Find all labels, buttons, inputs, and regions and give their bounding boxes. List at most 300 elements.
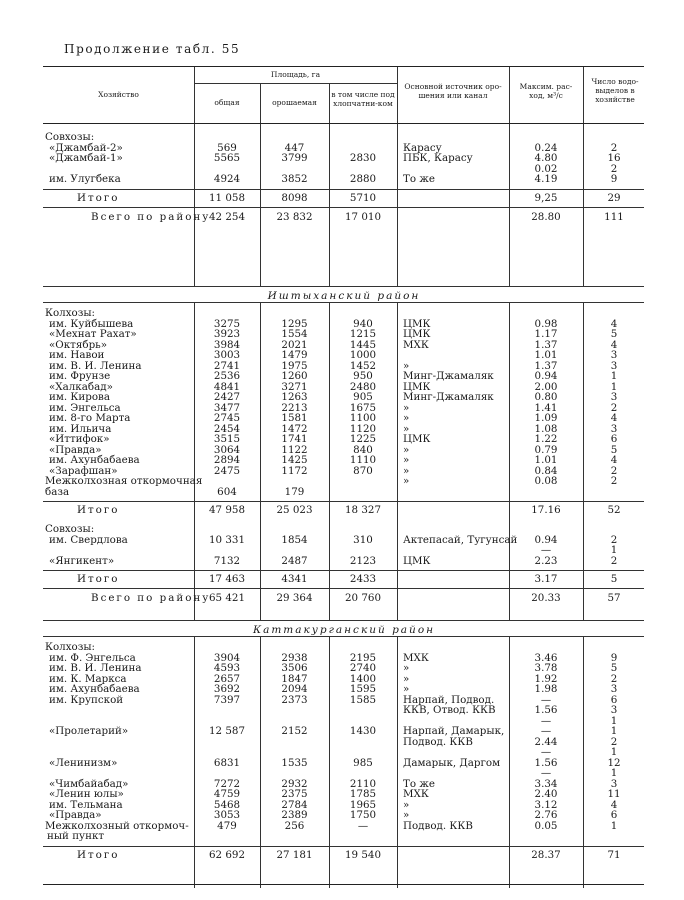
cell-source: ЦМК	[403, 380, 431, 393]
table-row	[43, 737, 644, 748]
cell-irrigated: 25 023	[276, 504, 313, 516]
cell-discharge: 1.92	[534, 672, 558, 685]
cell-name: Итого	[77, 573, 120, 585]
cell-discharge: —	[540, 767, 552, 779]
cell-total: 7272	[213, 777, 241, 790]
cell-source: ЦМК	[403, 317, 431, 330]
cell-cotton: —	[357, 819, 369, 832]
cell-cotton: 2123	[349, 554, 377, 567]
cell-outlets: 12	[607, 756, 621, 769]
cell-cotton: 950	[353, 370, 373, 382]
table-row	[43, 535, 644, 546]
cell-total: 3053	[213, 809, 241, 821]
cell-discharge: —	[540, 746, 552, 758]
table-row	[43, 758, 644, 769]
cell-name: им. Навои	[49, 349, 105, 361]
cell-outlets: 11	[607, 788, 621, 800]
cell-irrigated: 1479	[281, 349, 308, 361]
cell-total: 2745	[213, 412, 241, 424]
cell-discharge: 1.01	[534, 349, 558, 361]
cell-name: «Ленин юлы»	[49, 788, 124, 800]
header-total: общая	[214, 98, 240, 107]
cell-name: Колхозы:	[45, 641, 95, 653]
cell-discharge: 0.94	[534, 370, 558, 382]
cell-discharge: 0.84	[534, 464, 558, 477]
cell-source: »	[403, 683, 410, 695]
cell-outlets: 2	[610, 554, 618, 567]
cell-outlets: 2	[610, 464, 618, 477]
cell-discharge: 3.46	[534, 651, 558, 664]
header-area: Площадь, га	[270, 70, 321, 79]
cell-discharge: 20.33	[531, 592, 561, 604]
cell-irrigated: 1741	[281, 433, 308, 445]
cell-irrigated: 2152	[281, 725, 308, 737]
cell-outlets: 9	[610, 651, 618, 664]
cell-discharge: 2.76	[534, 809, 558, 821]
cell-cotton: 1100	[349, 412, 377, 424]
cell-outlets: 6	[610, 433, 618, 445]
cell-outlets: 3	[610, 349, 618, 361]
cell-source: То же	[403, 777, 435, 790]
cell-name: «Ленинизм»	[49, 756, 118, 769]
cell-discharge: 1.01	[534, 454, 558, 466]
cell-name: им. В. И. Ленина	[49, 662, 142, 674]
cell-cotton: 310	[353, 533, 373, 546]
cell-outlets: 1	[610, 714, 618, 727]
cell-discharge: 1.17	[534, 328, 558, 340]
cell-outlets: 5	[610, 662, 618, 674]
cell-outlets: 4	[610, 412, 618, 424]
cell-discharge: 0.80	[534, 391, 558, 403]
cell-cotton: 20 760	[344, 592, 382, 604]
cell-outlets: 4	[610, 317, 618, 330]
cell-discharge: 0.02	[534, 162, 558, 175]
cell-irrigated: 1854	[281, 533, 308, 546]
cell-total: 62 692	[208, 848, 246, 861]
cell-cotton: 840	[353, 443, 373, 456]
cell-total: 3477	[213, 401, 241, 414]
cell-irrigated: 1581	[281, 412, 308, 424]
cell-cotton: 2433	[349, 573, 377, 585]
cell-irrigated: 1975	[281, 359, 308, 372]
cell-cotton: 1430	[349, 725, 377, 737]
cell-irrigated: 2932	[281, 777, 308, 790]
cell-source: Нарпай, Подвод.	[403, 693, 495, 706]
cell-discharge: —	[540, 714, 552, 727]
cell-total: 2741	[213, 359, 241, 372]
cell-discharge: 2.23	[534, 554, 558, 567]
header-cotton: в том числе под хлопчатни-ком	[331, 90, 395, 108]
cell-total: 2657	[213, 672, 241, 685]
district-heading: Иштыханский район	[267, 290, 421, 302]
cell-outlets: 4	[610, 454, 618, 466]
total-row	[43, 193, 644, 204]
cell-cotton: 2880	[349, 173, 377, 185]
cell-cotton: 1965	[349, 798, 377, 811]
cell-discharge: 2.00	[534, 380, 558, 393]
cell-discharge: —	[540, 725, 552, 737]
cell-source: »	[403, 401, 410, 414]
cell-name: «Янгикент»	[49, 554, 115, 567]
cell-total: 3275	[213, 317, 241, 330]
cell-cotton: 1675	[349, 401, 377, 414]
cell-cotton: 1110	[349, 454, 377, 466]
cell-cotton: 870	[353, 464, 373, 477]
cell-cotton: 1750	[349, 809, 377, 821]
cell-source: ПБК, Карасу	[403, 152, 473, 164]
cell-discharge: —	[540, 693, 552, 706]
cell-outlets: 3	[610, 704, 618, 716]
cell-outlets: 4	[610, 798, 618, 811]
cell-irrigated: 179	[284, 485, 305, 498]
cell-discharge: 1.98	[534, 683, 558, 695]
cell-name: им. Кирова	[49, 391, 110, 403]
cell-source: »	[403, 672, 410, 685]
cell-name: «Джамбай-1»	[49, 152, 123, 164]
cell-total: 604	[217, 485, 237, 498]
cell-irrigated: 2784	[281, 798, 308, 811]
cell-outlets: 3	[610, 391, 618, 403]
cell-outlets: 2	[610, 475, 618, 487]
cell-name: им. Ахунбабаева	[49, 454, 140, 466]
cell-source: Подвод. ККВ	[403, 819, 473, 832]
cell-name: им. Куйбышева	[49, 317, 134, 330]
cell-discharge: 1.37	[534, 359, 558, 372]
cell-total: 6831	[213, 756, 241, 769]
cell-name: им. Фрунзе	[49, 370, 111, 382]
data-table	[43, 66, 644, 888]
cell-source: Подвод. ККВ	[403, 735, 473, 748]
cell-name: Колхозы:	[45, 307, 95, 319]
cell-cotton: 18 327	[344, 504, 382, 516]
cell-total: 3904	[213, 651, 241, 664]
cell-outlets: 1	[610, 746, 618, 758]
cell-discharge: 0.08	[534, 475, 558, 487]
cell-total: 3984	[213, 338, 241, 351]
cell-irrigated: 23 832	[276, 210, 313, 223]
cell-name: Всего по району	[91, 210, 211, 223]
cell-source: »	[403, 809, 410, 821]
cell-source: Карасу	[403, 141, 442, 154]
cell-discharge: —	[540, 544, 552, 556]
cell-outlets: 71	[607, 848, 621, 861]
cell-total: 5468	[213, 798, 241, 811]
cell-cotton: 1215	[349, 328, 377, 340]
cell-name: им. Тельмана	[49, 798, 123, 811]
cell-cotton: 940	[353, 317, 373, 330]
cell-source: »	[403, 798, 410, 811]
cell-cotton: 1445	[349, 338, 377, 351]
cell-discharge: 0.24	[534, 141, 558, 154]
cell-discharge: 0.79	[534, 443, 558, 456]
cell-total: 4924	[213, 173, 241, 185]
cell-outlets: 2	[610, 533, 618, 546]
cell-total: 3515	[213, 433, 241, 445]
cell-irrigated: 1554	[281, 328, 308, 340]
cell-cotton: 1585	[349, 693, 377, 706]
cell-source: »	[403, 422, 410, 435]
total-row	[43, 212, 644, 223]
district-heading: Каттакурганский район	[252, 624, 436, 636]
cell-irrigated: 2389	[281, 809, 308, 821]
table-row	[43, 476, 644, 487]
cell-discharge: 9,25	[534, 191, 558, 204]
cell-outlets: 5	[610, 573, 618, 585]
cell-outlets: 9	[610, 173, 618, 185]
cell-irrigated: 2375	[281, 788, 308, 800]
cell-cotton: 2740	[349, 662, 377, 674]
cell-source: Актепасай, Тугунсай	[403, 533, 518, 546]
cell-name: «Халкабад»	[49, 380, 113, 393]
cell-irrigated: 3271	[281, 380, 308, 393]
cell-irrigated: 1260	[281, 370, 308, 382]
cell-name: «Правда»	[49, 809, 102, 821]
cell-outlets: 29	[607, 191, 621, 204]
cell-name: им. К. Маркса	[49, 672, 127, 685]
table-row	[43, 487, 644, 498]
cell-outlets: 6	[610, 693, 618, 706]
cell-source: »	[403, 662, 410, 674]
cell-discharge: 2.44	[534, 735, 558, 748]
cell-outlets: 2	[610, 141, 618, 154]
cell-irrigated: 1472	[281, 422, 308, 435]
cell-total: 12 587	[208, 725, 246, 737]
cell-outlets: 1	[610, 380, 618, 393]
cell-discharge: 1.56	[534, 704, 558, 716]
cell-outlets: 2	[610, 162, 618, 175]
cell-cotton: 5710	[349, 191, 377, 204]
table-row	[43, 684, 644, 695]
cell-outlets: 1	[610, 725, 618, 737]
cell-cotton: 19 540	[344, 848, 382, 861]
cell-outlets: 3	[610, 777, 618, 790]
cell-discharge: 4.80	[534, 152, 558, 164]
cell-outlets: 3	[610, 359, 618, 372]
cell-cotton: 2830	[349, 152, 377, 164]
cell-discharge: 1.08	[534, 422, 558, 435]
cell-name: им. Ф. Энгельса	[49, 651, 136, 664]
cell-irrigated: 2373	[281, 693, 308, 706]
table-row	[43, 716, 644, 727]
cell-name: им. Свердлова	[49, 533, 128, 546]
cell-irrigated: 1295	[281, 317, 308, 330]
total-row	[43, 505, 644, 516]
cell-source: МХК	[403, 788, 429, 800]
cell-name: Итого	[77, 504, 120, 516]
cell-total: 7132	[213, 554, 241, 567]
cell-outlets: 1	[610, 819, 618, 832]
table-body	[43, 124, 644, 888]
cell-total: 569	[217, 141, 237, 154]
cell-total: 11 058	[208, 191, 246, 204]
cell-outlets: 3	[610, 683, 618, 695]
cell-name: «Мехнат Рахат»	[49, 328, 137, 340]
cell-source: То же	[403, 173, 435, 185]
cell-cotton: 905	[353, 391, 373, 403]
total-row	[43, 850, 644, 861]
cell-discharge: 1.22	[534, 433, 558, 445]
cell-name: им. Ахунбабаева	[49, 683, 140, 695]
cell-name: база	[45, 485, 70, 498]
cell-discharge: 0.05	[534, 819, 558, 832]
cell-outlets: 111	[604, 210, 624, 223]
cell-source: Минг-Джамаляк	[403, 370, 494, 382]
total-row	[43, 593, 644, 604]
cell-discharge: 1.37	[534, 338, 558, 351]
cell-outlets: 16	[607, 152, 621, 164]
cell-source: Минг-Джамаляк	[403, 391, 494, 403]
cell-total: 65 421	[208, 592, 246, 604]
cell-irrigated: 447	[284, 141, 305, 154]
table-header	[43, 66, 644, 124]
cell-discharge: 3.34	[534, 777, 558, 790]
cell-discharge: 1.56	[534, 756, 558, 769]
cell-cotton: 2480	[349, 380, 377, 393]
cell-total: 4593	[213, 662, 241, 674]
header-outlets: Число водо-выделов в хозяйстве	[591, 77, 639, 104]
cell-source: МХК	[403, 651, 429, 664]
cell-cotton: 1785	[349, 788, 377, 800]
cell-cotton: 1400	[349, 672, 377, 685]
cell-name: Всего по району	[91, 592, 211, 604]
cell-name: «Пролетарий»	[49, 725, 129, 737]
cell-outlets: 4	[610, 338, 618, 351]
cell-outlets: 1	[610, 767, 618, 779]
cell-source: ЦМК	[403, 328, 431, 340]
cell-irrigated: 1263	[281, 391, 308, 403]
cell-cotton: 1595	[349, 683, 377, 695]
cell-discharge: 1.09	[534, 412, 558, 424]
cell-total: 7397	[213, 693, 241, 706]
cell-name: им. Энгельса	[49, 401, 121, 414]
cell-cotton: 1225	[349, 433, 377, 445]
cell-outlets: 3	[610, 422, 618, 435]
cell-name: Межколхозный откормоч-	[45, 819, 189, 832]
cell-total: 3064	[213, 443, 241, 456]
cell-cotton: 17 010	[344, 210, 382, 223]
cell-name: Итого	[77, 191, 120, 204]
cell-total: 2427	[213, 391, 241, 403]
cell-irrigated: 2213	[281, 401, 308, 414]
cell-name: ный пункт	[47, 830, 105, 842]
cell-total: 42 254	[208, 210, 246, 223]
cell-name: «Чимбайабад»	[49, 777, 129, 790]
cell-total: 5565	[213, 152, 241, 164]
cell-outlets: 5	[610, 443, 618, 456]
cell-cotton: 2195	[349, 651, 377, 664]
cell-irrigated: 3852	[281, 173, 308, 185]
cell-irrigated: 1535	[281, 756, 308, 769]
cell-discharge: 3.12	[534, 798, 558, 811]
cell-discharge: 28.80	[531, 210, 561, 223]
table-row	[43, 174, 644, 185]
cell-name: им. Улугбека	[49, 173, 121, 185]
cell-name: «Октябрь»	[49, 338, 108, 351]
cell-total: 479	[217, 819, 237, 832]
header-farm: Хозяйство	[98, 90, 139, 99]
cell-name: им. Ильича	[49, 422, 112, 435]
cell-irrigated: 3799	[281, 152, 308, 164]
cell-total: 2475	[213, 464, 241, 477]
cell-source: »	[403, 443, 410, 456]
cell-irrigated: 29 364	[276, 592, 313, 604]
cell-irrigated: 27 181	[276, 848, 313, 861]
cell-discharge: 4.19	[534, 173, 558, 185]
cell-total: 2536	[213, 370, 241, 382]
cell-name: им. В. И. Ленина	[49, 359, 142, 372]
header-source: Основной источник оро-шения или канал	[404, 82, 502, 100]
cell-cotton: 1452	[349, 359, 377, 372]
cell-discharge: 17.16	[531, 504, 561, 516]
cell-discharge: 1.41	[534, 401, 558, 414]
cell-total: 4841	[213, 380, 241, 393]
table-row	[43, 556, 644, 567]
cell-irrigated: 4341	[281, 573, 308, 585]
cell-cotton: 1120	[349, 422, 377, 435]
cell-name: им. 8-го Марта	[49, 412, 131, 424]
cell-discharge: 3.78	[534, 662, 558, 674]
cell-source: »	[403, 454, 410, 466]
cell-source: »	[403, 464, 410, 477]
cell-outlets: 1	[610, 544, 618, 556]
cell-name: «Джамбай-2»	[49, 141, 123, 154]
cell-total: 3923	[213, 328, 241, 340]
cell-source: Дамарык, Даргом	[403, 756, 501, 769]
cell-name: Совхозы:	[45, 131, 95, 143]
cell-outlets: 2	[610, 735, 618, 748]
cell-discharge: 28.37	[531, 848, 561, 861]
cell-source: ККВ, Отвод. ККВ	[403, 704, 496, 716]
table-row	[43, 821, 644, 832]
cell-irrigated: 2487	[281, 554, 308, 567]
cell-discharge: 2.40	[534, 788, 558, 800]
table-caption: Продолжение табл. 55	[64, 42, 241, 56]
cell-total: 47 958	[208, 504, 246, 516]
cell-name: «Зарафшан»	[49, 464, 118, 477]
cell-total: 10 331	[208, 533, 246, 546]
cell-cotton: 2110	[349, 777, 377, 790]
table-row	[43, 831, 644, 842]
cell-total: 17 463	[208, 573, 246, 585]
cell-irrigated: 1122	[281, 443, 308, 456]
cell-source: Нарпай, Дамарык,	[403, 725, 505, 737]
cell-name: им. Крупской	[49, 693, 124, 706]
cell-source: ЦМК	[403, 433, 431, 445]
cell-name: Совхозы:	[45, 523, 95, 535]
cell-irrigated: 1172	[281, 464, 308, 477]
cell-total: 3692	[213, 683, 241, 695]
cell-irrigated: 2938	[281, 651, 308, 664]
cell-discharge: 0.94	[534, 533, 558, 546]
cell-irrigated: 2021	[281, 338, 308, 351]
cell-source: »	[403, 412, 410, 424]
cell-outlets: 6	[610, 809, 618, 821]
cell-outlets: 52	[607, 504, 621, 516]
table-row	[43, 705, 644, 716]
cell-total: 2454	[213, 422, 241, 435]
cell-irrigated: 2094	[281, 683, 308, 695]
cell-cotton: 1000	[349, 349, 377, 361]
total-row	[43, 574, 644, 585]
header-irrigated: орошаемая	[272, 98, 317, 107]
cell-total: 2894	[213, 454, 241, 466]
cell-name: «Иттифок»	[49, 433, 110, 445]
cell-name: Межколхозная откормочная	[45, 475, 203, 487]
cell-irrigated: 256	[284, 819, 305, 832]
cell-source: »	[403, 475, 410, 487]
cell-total: 3003	[213, 349, 241, 361]
cell-irrigated: 3506	[281, 662, 308, 674]
